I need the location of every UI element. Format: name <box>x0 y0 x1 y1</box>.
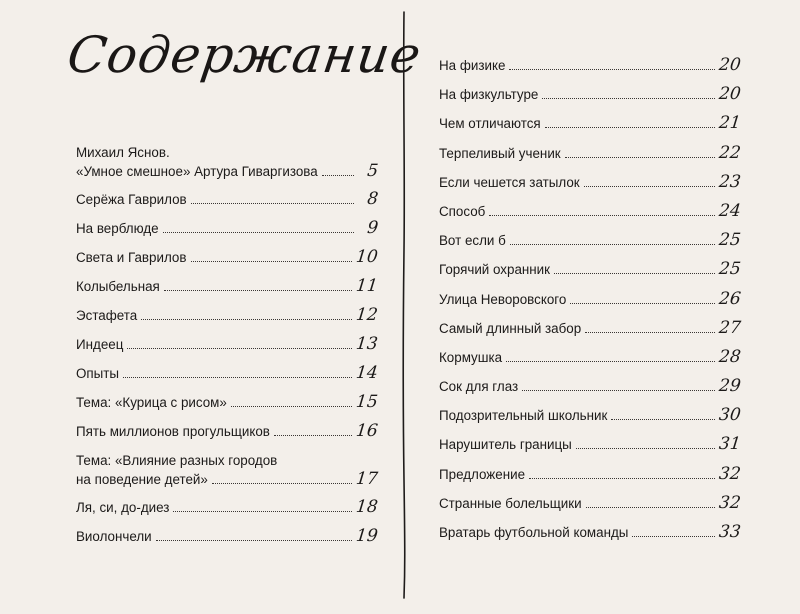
toc-entry-page-number: 17 <box>355 469 380 489</box>
leader-dots <box>173 511 352 512</box>
toc-entry-page-number: 25 <box>718 230 743 251</box>
toc-entry-title: Способ <box>439 203 486 219</box>
toc-entry[interactable] <box>76 451 378 489</box>
toc-entry-title: Опыты <box>76 366 120 381</box>
toc-entry-page-number: 15 <box>355 392 380 412</box>
toc-entry-page-number: 33 <box>718 522 743 542</box>
toc-entry-page-number: 20 <box>718 55 743 75</box>
toc-entry-page-number: 10 <box>355 247 380 267</box>
toc-entry[interactable] <box>439 465 741 484</box>
leader-dots <box>123 377 352 378</box>
toc-entry-page-number: 31 <box>718 434 743 455</box>
toc-entry[interactable] <box>76 498 378 517</box>
toc-entry-page-number: 18 <box>355 497 380 517</box>
toc-entry-page-number: 24 <box>718 200 743 221</box>
toc-entry-page-number: 14 <box>355 363 380 383</box>
toc-entry[interactable] <box>439 290 741 309</box>
toc-entry[interactable] <box>439 260 741 279</box>
leader-dots <box>506 361 715 362</box>
toc-entry-title: Индеец <box>76 337 124 352</box>
contents-column-left <box>76 143 378 546</box>
toc-entry-title: Серёжа Гаврилов <box>76 192 187 207</box>
toc-entry[interactable] <box>76 306 378 325</box>
toc-entry[interactable] <box>439 85 741 104</box>
toc-entry-title: на поведение детей» <box>76 472 208 487</box>
toc-entry-page-number: 28 <box>718 346 743 367</box>
toc-entry[interactable] <box>76 393 378 412</box>
toc-entry-page-number: 23 <box>718 171 743 192</box>
toc-entry-title: Предложение <box>439 466 526 482</box>
toc-entry[interactable] <box>439 406 741 425</box>
toc-entry-page-number: 16 <box>355 421 380 441</box>
toc-entry-title: Виолончели <box>76 529 152 544</box>
leader-dots <box>576 448 716 449</box>
toc-entry[interactable] <box>439 114 741 133</box>
leader-dots <box>522 390 715 391</box>
column-divider <box>396 10 412 600</box>
toc-entry-title: Кормушка <box>439 349 503 365</box>
toc-entry-title: Пять миллионов прогульщиков <box>76 424 270 439</box>
toc-entry-page-number: 32 <box>718 463 743 484</box>
toc-entry-title: Света и Гаврилов <box>76 250 187 265</box>
toc-entry[interactable] <box>439 319 741 338</box>
toc-entry-title-line1: Тема: «Влияние разных городов <box>76 453 278 468</box>
toc-entry[interactable] <box>439 173 741 192</box>
toc-entry[interactable] <box>76 248 378 267</box>
leader-dots <box>489 215 715 216</box>
contents-column-right <box>439 56 741 542</box>
toc-entry-title: Сок для глаз <box>439 379 519 395</box>
leader-dots <box>586 507 716 508</box>
toc-entry-page-number: 20 <box>718 84 743 105</box>
toc-entry-title: Чем отличаются <box>439 116 541 132</box>
toc-entry[interactable] <box>439 435 741 454</box>
toc-entry[interactable] <box>439 494 741 513</box>
toc-entry-page-number: 9 <box>366 218 380 238</box>
toc-entry[interactable] <box>76 364 378 383</box>
toc-entry-page-number: 26 <box>718 288 743 309</box>
toc-entry-page-number: 27 <box>718 317 743 338</box>
toc-entry[interactable] <box>439 231 741 250</box>
toc-entry[interactable] <box>439 377 741 396</box>
leader-dots <box>611 419 715 420</box>
toc-entry[interactable] <box>76 335 378 354</box>
toc-entry[interactable] <box>439 144 741 163</box>
leader-dots <box>632 536 715 537</box>
toc-entry-title: Терпеливый ученик <box>439 145 561 161</box>
toc-entry[interactable] <box>76 422 378 441</box>
toc-entry-title: На физкультуре <box>439 87 539 103</box>
toc-entry-title: Вратарь футбольной команды <box>439 525 629 540</box>
toc-entry[interactable] <box>439 523 741 542</box>
toc-entry-page-number: 11 <box>355 276 380 296</box>
toc-entry-title: Улица Неворовского <box>439 291 567 307</box>
leader-dots <box>163 232 354 233</box>
toc-entry-title: Подозрительный школьник <box>439 408 608 424</box>
toc-entry-title: Ля, си, до-диез <box>76 500 170 515</box>
toc-entry-page-number: 29 <box>718 376 743 397</box>
leader-dots <box>164 290 353 291</box>
toc-entry-page-number: 30 <box>718 405 743 426</box>
toc-entry-title: Эстафета <box>76 308 138 323</box>
toc-entry-title: Странные болельщики <box>439 495 582 511</box>
toc-entry-title: Если чешется затылок <box>439 174 580 190</box>
toc-entry[interactable] <box>76 277 378 296</box>
toc-entry[interactable] <box>439 56 741 75</box>
toc-entry-title: Самый длинный забор <box>439 320 582 336</box>
leader-dots <box>191 203 354 204</box>
leader-dots <box>554 273 715 274</box>
toc-entry[interactable] <box>76 527 378 546</box>
toc-entry-title: На верблюде <box>76 221 159 236</box>
toc-entry-page-number: 13 <box>355 334 380 354</box>
toc-entry-title: На физике <box>439 58 506 73</box>
leader-dots <box>156 540 353 541</box>
toc-entry[interactable] <box>439 202 741 221</box>
toc-entry[interactable] <box>76 219 378 238</box>
toc-entry[interactable] <box>76 190 378 209</box>
leader-dots <box>212 483 353 484</box>
leader-dots <box>510 244 716 245</box>
leader-dots <box>231 406 353 407</box>
toc-entry-page-number: 21 <box>718 113 743 134</box>
leader-dots <box>585 332 715 333</box>
toc-entry-title: Горячий охранник <box>439 262 551 278</box>
leader-dots <box>542 98 715 99</box>
leader-dots <box>274 435 352 436</box>
toc-entry-title: Колыбельная <box>76 279 160 294</box>
toc-entry-page-number: 32 <box>718 492 743 513</box>
leader-dots <box>570 303 715 304</box>
toc-entry-title-line1: Михаил Яснов. <box>76 145 170 160</box>
toc-entry-page-number: 5 <box>366 161 380 181</box>
toc-entry-page-number: 12 <box>355 305 380 325</box>
leader-dots <box>127 348 352 349</box>
toc-entry-page-number: 22 <box>718 142 743 163</box>
toc-entry-title: «Умное смешное» Артура Гиваргизова <box>76 164 318 179</box>
toc-entry-title: Вот если б <box>439 233 506 249</box>
page-title: Содержание <box>63 26 426 84</box>
leader-dots <box>141 319 352 320</box>
leader-dots <box>509 69 715 70</box>
leader-dots <box>322 175 354 176</box>
toc-entry-page-number: 19 <box>355 526 380 546</box>
leader-dots <box>584 186 716 187</box>
leader-dots <box>191 261 353 262</box>
toc-entry-page-number: 8 <box>366 189 380 209</box>
leader-dots <box>529 478 715 479</box>
toc-entry[interactable] <box>439 348 741 367</box>
toc-entry-title: Тема: «Курица с рисом» <box>76 395 227 410</box>
toc-entry[interactable] <box>76 143 378 181</box>
toc-entry-title: Нарушитель границы <box>439 437 572 453</box>
toc-entry-page-number: 25 <box>718 259 743 280</box>
leader-dots <box>565 157 716 158</box>
leader-dots <box>545 127 716 128</box>
